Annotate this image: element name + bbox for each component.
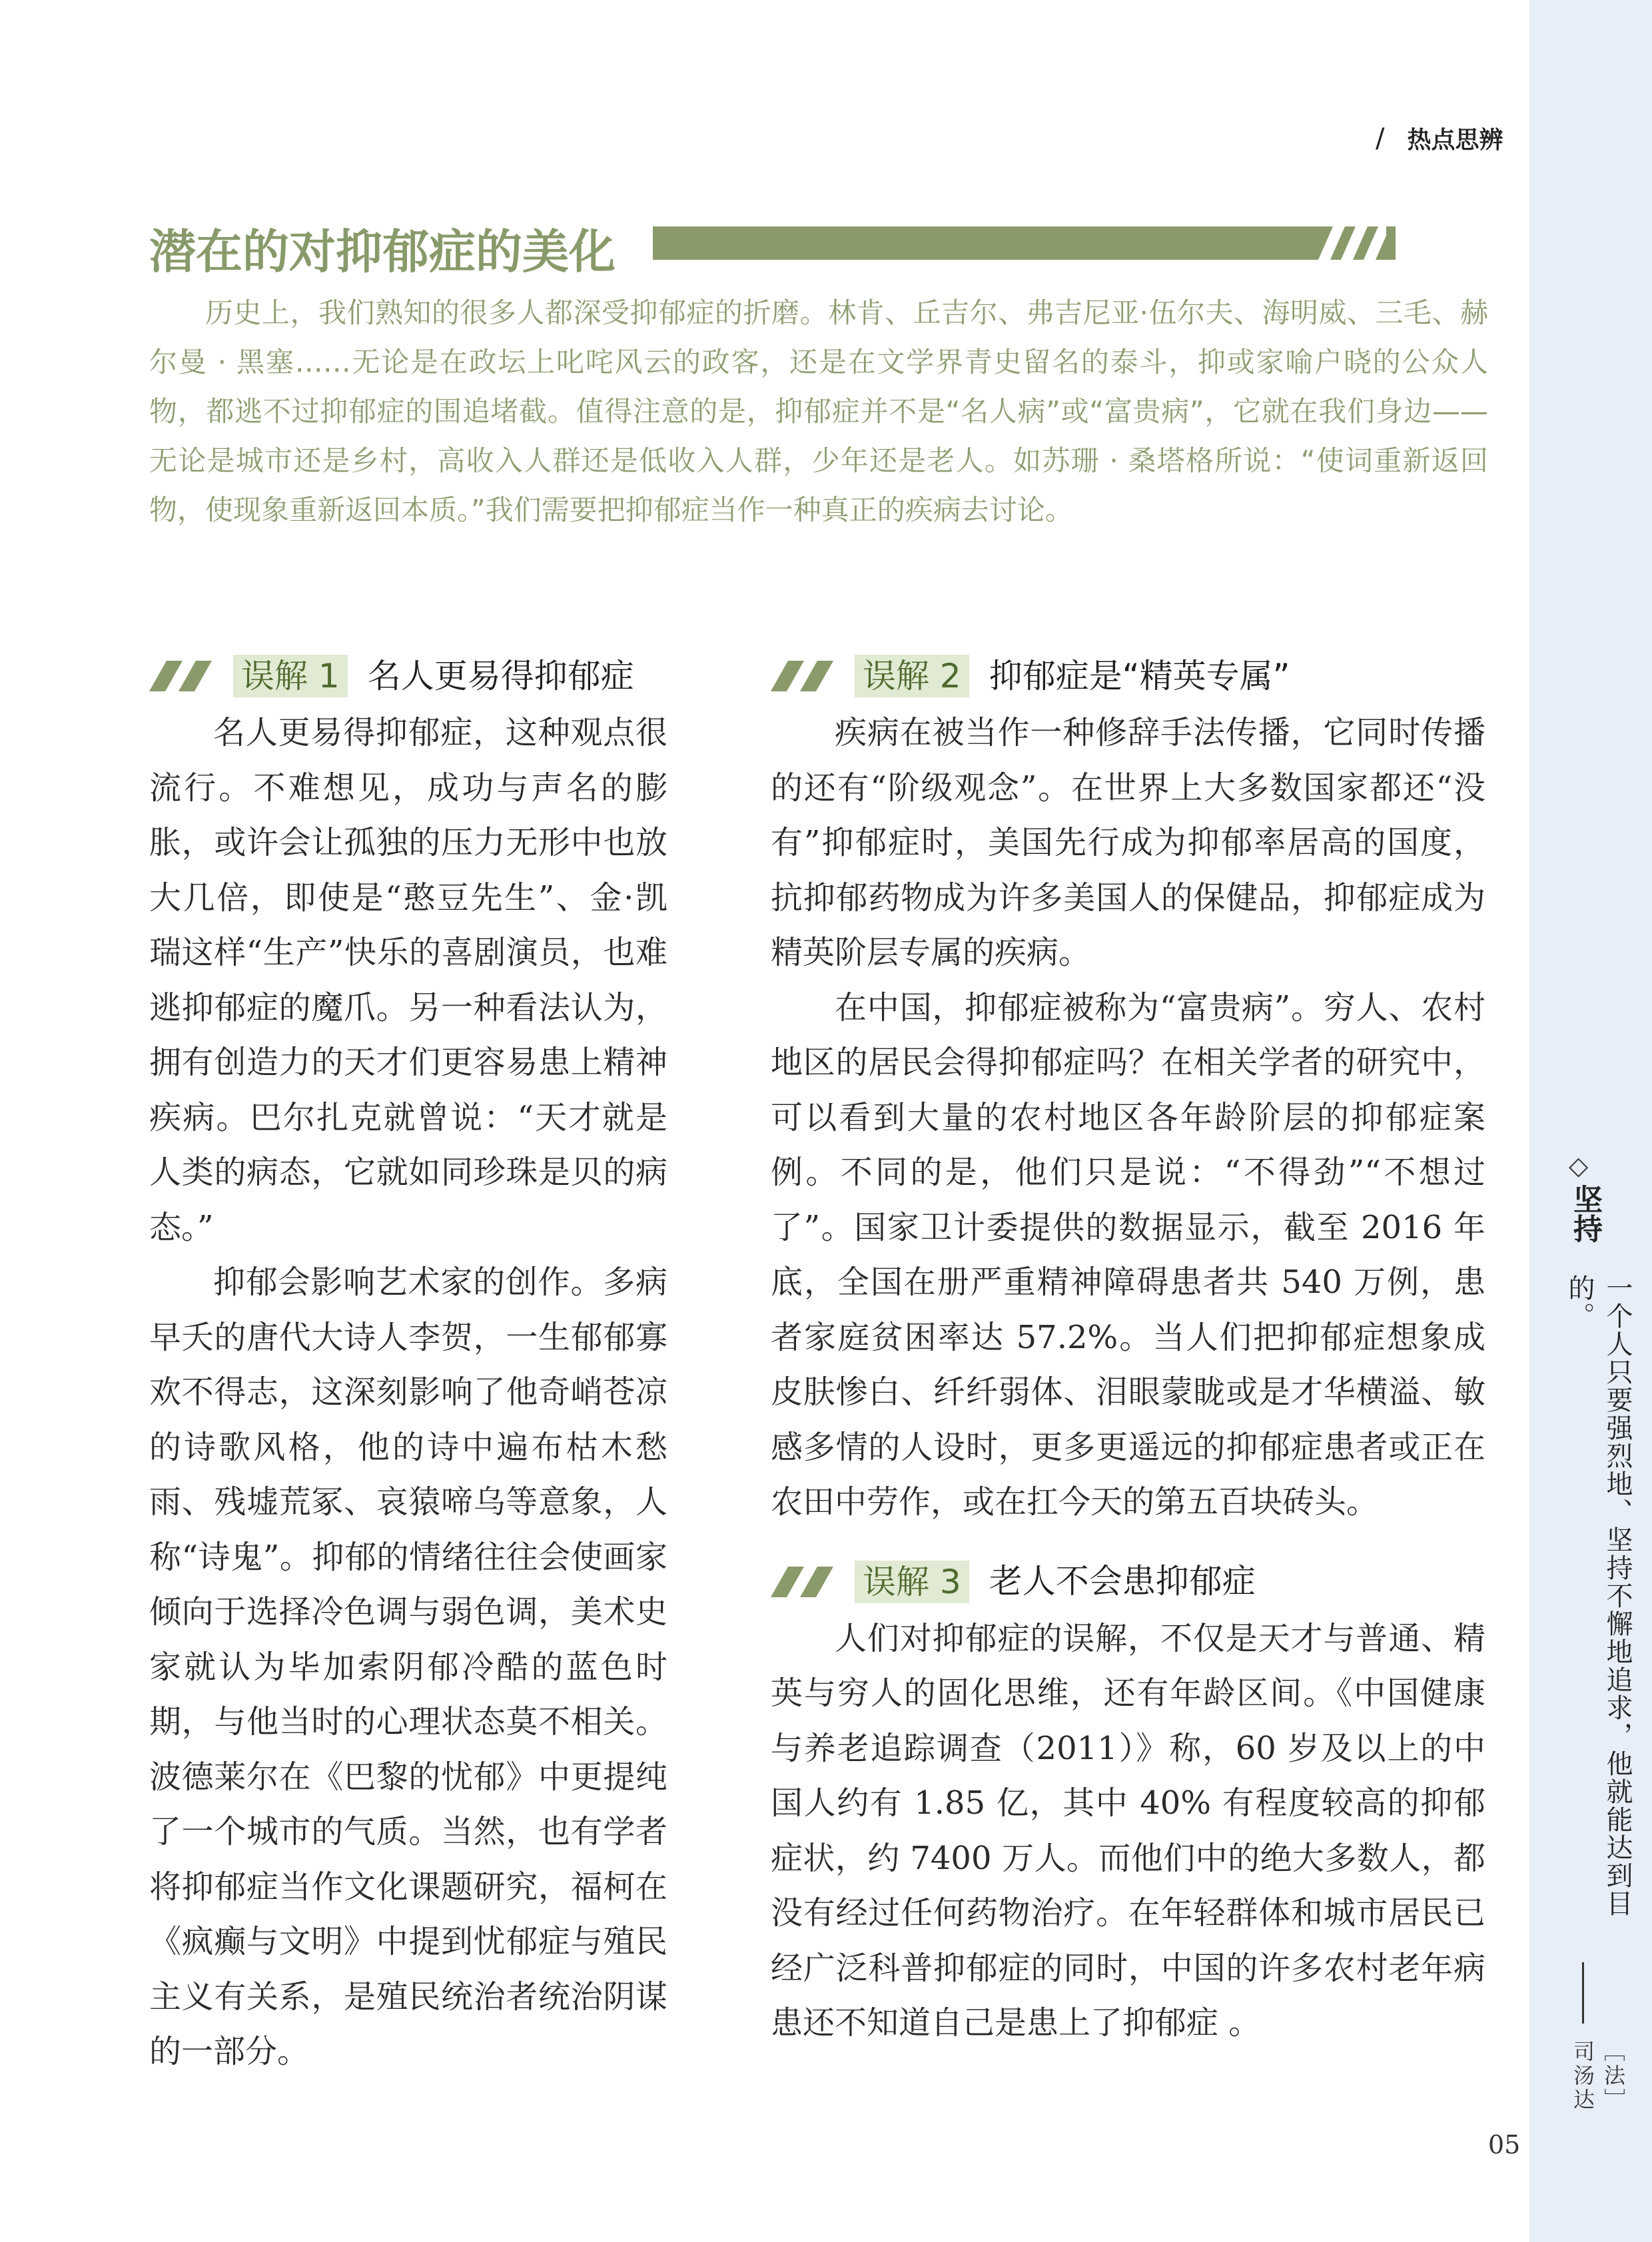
body-paragraph: 疾病在被当作一种修辞手法传播，它同时传播的还有“阶级观念”。在世界上大多数国家都还“没有”抑郁症时，美国先行成为抑郁率居高的国度，抗抑郁药物成为许多美国人的保健品，抑郁症成为精英阶层专属的疾病。 bbox=[771, 714, 1485, 971]
double-slash-icon bbox=[771, 1565, 844, 1599]
section-badge: 误解 2 bbox=[855, 655, 969, 697]
section-header bbox=[1376, 121, 1503, 155]
section-badge: 误解 1 bbox=[233, 655, 348, 697]
diamond-icon: ◇ bbox=[1569, 1151, 1589, 1180]
section-badge: 误解 3 bbox=[855, 1561, 969, 1603]
quote-dash bbox=[1582, 1962, 1584, 2024]
body-paragraph: 人们对抑郁症的误解，不仅是天才与普通、精英与穷人的固化思维，还有年龄区间。《中国健康与养老追踪调查（2011）》称，60 岁及以上的中国人约有 1.85 亿，其中 40% 有程度较高的抑郁症状，约 7400 万人。而他们中的绝大多数人，都没有经过任何药物治疗。在年轻群体和城市居民已经广泛科普抑郁症的同时，中国的许多农村老年病患还不知道自己是患上了抑郁症 。 bbox=[771, 1619, 1485, 2042]
quote-text: 一个人只要强烈地、坚持不懈地追求，他就能达到目的。 bbox=[1564, 1274, 1633, 1918]
section-heading-1 bbox=[149, 649, 667, 703]
header-slash: / bbox=[1376, 123, 1385, 154]
section-heading-2 bbox=[771, 649, 1485, 703]
double-slash-icon bbox=[149, 659, 222, 693]
left-column bbox=[149, 649, 667, 2079]
body-paragraph: 在中国，抑郁症被称为“富贵病”。穷人、农村地区的居民会得抑郁症吗？在相关学者的研究中，可以看到大量的农村地区各年龄阶层的抑郁症案例。不同的是，他们只是说：“不得劲”“不想过了”。国家卫计委提供的数据显示，截至 2016 年底，全国在册严重精神障碍患者共 540 万例，患者家庭贫困率达 57.2%。当人们把抑郁症想象成皮肤惨白、纤纤弱体、泪眼蒙眬或是才华横溢、敏感多情的人设时，更多更遥远的抑郁症患者或正在农田中劳作，或在扛今天的第五百块砖头。 bbox=[771, 988, 1485, 1521]
body-paragraph: 名人更易得抑郁症，这种观点很流行。不难想见，成功与声名的膨胀，或许会让孤独的压力无形中也放大几倍，即使是“憨豆先生”、金·凯瑞这样“生产”快乐的喜剧演员，也难逃抑郁症的魔爪。另一种看法认为，拥有创造力的天才们更容易患上精神疾病。巴尔扎克就曾说：“天才就是人类的病态，它就如同珍珠是贝的病态。” bbox=[149, 714, 667, 1246]
quote-author: ［法］司汤达 bbox=[1570, 2040, 1626, 2112]
body-paragraph: 抑郁会影响艺术家的创作。多病早夭的唐代大诗人李贺，一生郁郁寡欢不得志，这深刻影响了他奇峭苍凉的诗歌风格，他的诗中遍布枯木愁雨、残墟荒冢、哀猿啼乌等意象，人称“诗鬼”。抑郁的情绪往往会使画家倾向于选择冷色调与弱色调，美术史家就认为毕加索阴郁冷酷的蓝色时期，与他当时的心理状态莫不相关。波德莱尔在《巴黎的忧郁》中更提纯了一个城市的气质。当然，也有学者将抑郁症当作文化课题研究，福柯在《疯癫与文明》中提到忧郁症与殖民主义有关系，是殖民统治者统治阴谋的一部分。 bbox=[149, 1264, 667, 2070]
section-title: 老人不会患抑郁症 bbox=[989, 1562, 1256, 1601]
title-decoration-bar bbox=[653, 226, 1396, 260]
intro-paragraph: 历史上，我们熟知的很多人都深受抑郁症的折磨。林肯、丘吉尔、弗吉尼亚·伍尔夫、海明威、三毛、赫尔曼 · 黑塞……无论是在政坛上叱咤风云的政客，还是在文学界青史留名的泰斗，抑或家喻户晓的公众人物，都逃不过抑郁症的围追堵截。值得注意的是，抑郁症并不是“名人病”或“富贵病”，它就在我们身边——无论是城市还是乡村，高收入人群还是低收入人群，少年还是老人。如苏珊 · 桑塔格所说：“使词重新返回物，使现象重新返回本质。”我们需要把抑郁症当作一种真正的疾病去讨论。 bbox=[149, 296, 1488, 526]
intro-block bbox=[149, 288, 1488, 535]
stripes-icon bbox=[1306, 226, 1386, 260]
header-section-label: 热点思辨 bbox=[1407, 127, 1503, 154]
right-column bbox=[771, 649, 1485, 2051]
page-number: 05 bbox=[1488, 2130, 1521, 2159]
section-heading-3 bbox=[771, 1555, 1485, 1609]
sidebar-quote bbox=[1555, 1151, 1633, 2112]
article-title: 潜在的对抑郁症的美化 bbox=[149, 224, 616, 279]
quote-heading: 坚持 bbox=[1568, 1184, 1602, 1243]
section-title: 名人更易得抑郁症 bbox=[367, 656, 634, 695]
double-slash-icon bbox=[771, 659, 844, 693]
section-title: 抑郁症是“精英专属” bbox=[989, 656, 1290, 695]
